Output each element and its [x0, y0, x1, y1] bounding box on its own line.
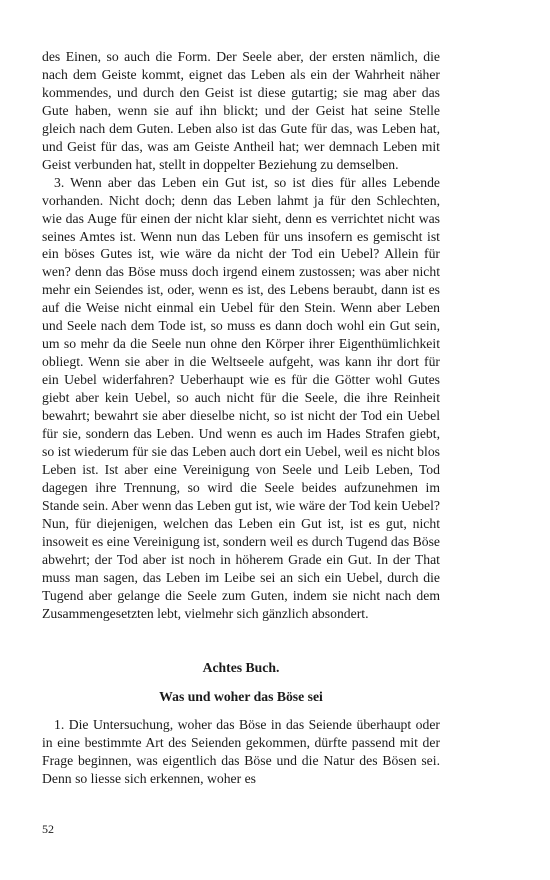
- page-body: [42, 48, 440, 788]
- chapter-subtitle: Was und woher das Böse sei: [159, 689, 323, 705]
- book-heading: Achtes Buch.: [202, 659, 280, 675]
- paragraph-continuation: des Einen, so auch die Form. Der Seele aber, der ersten nämlich, die nach dem Geiste kommt, eignet das Leben als ein der Wahrheit näher kommendes, und durch den Geist ist diese gutartig; sie mag aber das Gute haben, wenn sie auf ihn blickt; und der Geist hat seine Stelle gleich nach dem Guten. Leben also ist das Gute für das, was Leben hat, und Geist für das, was am Geiste Antheil hat; wer demnach Leben mit Geist verbunden hat, stellt in doppelter Beziehung zu demselben.: [42, 49, 440, 172]
- paragraph-section-1: 1. Die Untersuchung, woher das Böse in das Seiende überhaupt oder in eine bestimmte Art des Seienden gekommen, dürfte passend mit der Frage beginnen, was eigentlich das Böse und die Natur des Bösen sei. Denn so liesse sich erkennen, woher es: [42, 717, 440, 787]
- page-number: 52: [42, 822, 54, 836]
- paragraph-section-3: 3. Wenn aber das Leben ein Gut ist, so ist dies für alles Lebende vorhanden. Nicht doch; denn das Leben lahmt ja für den Schlechten, wie das Auge für einen der nicht klar sieht, denn es verrichtet nicht was seines Amtes ist. Wenn nun das Leben für uns insofern es gemischt ist ein böses Gutes ist, wie wäre da nicht der Tod ein Uebel? Allein für wen? denn das Böse muss doch irgend einem zustossen; was aber nicht mehr ein Seiendes ist, oder, wenn es ist, des Lebens beraubt, dann ist es auf die Weise nicht einmal ein Uebel für den Stein. Wenn aber Leben und Seele nach dem Tode ist, so muss es dann doch wohl ein Gut sein, um so mehr da die Seele nun ohne den Körper ihrer Eigenthümlichkeit obliegt. Wenn sie aber in die Weltseele aufgeht, was kann ihr dort für ein Uebel widerfahren? Ueberhaupt wie es für die Götter wohl Gutes giebt aber kein Uebel, so auch nicht für die Seele, die ihre Reinheit bewahrt; bewahrt sie aber dieselbe nicht, so ist nicht der Tod ein Uebel für sie, sondern das Leben. Und wenn es auch im Hades Strafen giebt, so ist wiederum für sie das Leben auch dort ein Uebel, weil es nicht blos Leben ist. Ist aber eine Vereinigung von Seele und Leib Leben, Tod dagegen ihre Trennung, so wird die Seele beides aufzunehmen im Stande sein. Aber wenn das Leben gut ist, wie wäre der Tod kein Uebel? Nun, für diejenigen, welchen das Leben ein Gut ist, ist es gut, nicht insoweit es eine Vereinigung ist, sondern weil es durch Tugend das Böse abwehrt; der Tod aber ist noch in höherem Grade ein Gut. In der That muss man sagen, das Leben im Leibe sei an sich ein Uebel, durch die Tugend aber gelange die Seele zum Guten, indem sie nicht nach dem Zusammengesetzten lebt, vielmehr sich gänzlich absondert.: [42, 174, 440, 621]
